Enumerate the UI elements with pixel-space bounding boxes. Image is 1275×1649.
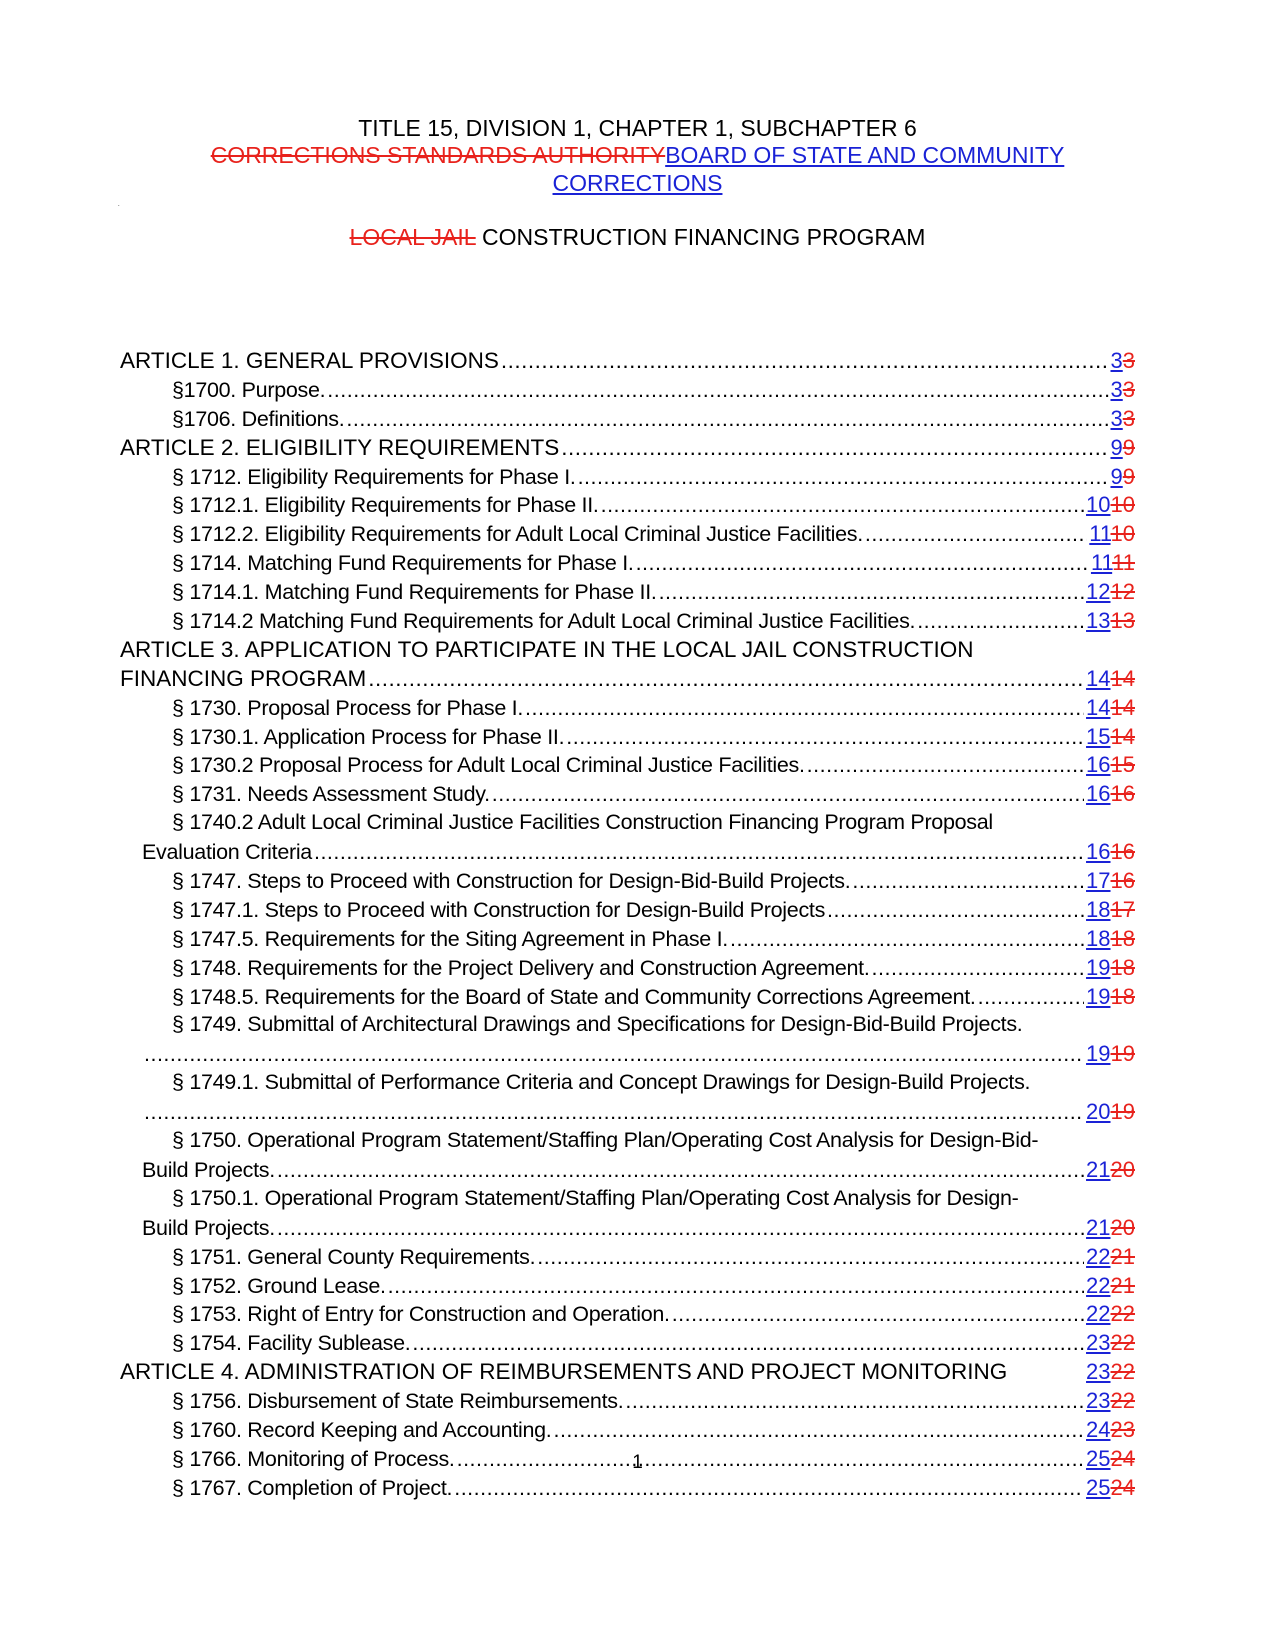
toc-page-link[interactable]: 3: [1110, 405, 1123, 431]
toc-page-link[interactable]: 19: [1086, 983, 1111, 1009]
toc-entry-label: § 1714. Matching Fund Requirements for Phase I.: [172, 551, 634, 576]
toc-page-link[interactable]: 22: [1086, 1301, 1111, 1327]
toc-page-link[interactable]: 25: [1086, 1445, 1111, 1471]
toc-leader-dots: [553, 1418, 1084, 1443]
toc-old-page-number: 21: [1110, 1243, 1135, 1269]
toc-page-number: [1086, 695, 1135, 721]
toc-entry-label: ARTICLE 4. ADMINISTRATION OF REIMBURSEMENTS AND PROJECT MONITORING: [120, 1359, 1008, 1385]
toc-section-entry[interactable]: [120, 1244, 1135, 1273]
toc-page-link[interactable]: 21: [1086, 1214, 1111, 1240]
toc-page-link[interactable]: 3: [1110, 376, 1123, 402]
toc-old-page-number: 18: [1110, 925, 1135, 951]
toc-section-entry[interactable]: [120, 492, 1135, 521]
toc-old-page-number: 22: [1110, 1330, 1135, 1356]
toc-entry-label: § 1740.2 Adult Local Criminal Justice Facilities Construction Financing Program Proposal: [172, 810, 993, 835]
toc-entry-line: [120, 637, 1135, 666]
toc-section-entry[interactable]: [120, 521, 1135, 550]
toc-page-link[interactable]: 16: [1086, 752, 1111, 778]
toc-leader-dots: [561, 435, 1108, 461]
toc-entry-label: § 1749.1. Submittal of Performance Criteria and Concept Drawings for Design-Build Projects.: [172, 1070, 1031, 1095]
toc-entry-label: § 1748.5. Requirements for the Board of State and Community Corrections Agreement.: [172, 984, 976, 1009]
toc-entry-label: § 1767. Completion of Project.: [172, 1475, 453, 1500]
toc-old-page-number: 21: [1110, 1272, 1135, 1298]
toc-entry-label: § 1751. General County Requirements.: [172, 1244, 536, 1269]
toc-article-entry[interactable]: [120, 1359, 1135, 1388]
toc-entry-label: § 1754. Facility Sublease.: [172, 1331, 411, 1356]
toc-section-entry[interactable]: [120, 752, 1135, 781]
toc-entry-label-cont: Evaluation Criteria: [142, 840, 312, 865]
agency-line: [0, 142, 1275, 169]
toc-entry-label: § 1731. Needs Assessment Study.: [172, 782, 490, 807]
toc-entry-label: § 1712.2. Eligibility Requirements for Adult Local Criminal Justice Facilities.: [172, 522, 863, 547]
toc-old-page-number: 24: [1110, 1474, 1135, 1500]
toc-leader-dots: [636, 551, 1089, 576]
toc-entry-label: § 1760. Record Keeping and Accounting.: [172, 1417, 552, 1442]
toc-entry-line: [120, 1157, 1135, 1186]
toc-leader-dots: [388, 1274, 1084, 1299]
toc-leader-dots: [277, 1216, 1084, 1241]
toc-old-page-number: 23: [1110, 1416, 1135, 1442]
toc-page-link[interactable]: 9: [1110, 463, 1123, 489]
toc-section-entry[interactable]: [120, 1012, 1135, 1070]
toc-page-link[interactable]: 9: [1110, 434, 1123, 460]
toc-entry-label: § 1712.1. Eligibility Requirements for Phase II.: [172, 493, 599, 518]
toc-page-link[interactable]: 18: [1086, 925, 1111, 951]
toc-leader-dots: [525, 696, 1084, 721]
toc-page-link[interactable]: 22: [1086, 1243, 1111, 1269]
toc-section-entry[interactable]: [120, 1417, 1135, 1446]
title-line: TITLE 15, DIVISION 1, CHAPTER 1, SUBCHAPTER 6: [358, 115, 917, 141]
toc-leader-dots: [807, 753, 1084, 778]
toc-entry-label: ARTICLE 2. ELIGIBILITY REQUIREMENTS: [120, 434, 560, 460]
toc-entry-line: [120, 1070, 1135, 1099]
toc-leader-dots: [659, 580, 1084, 605]
toc-entry-line: [120, 810, 1135, 839]
toc-page-number: [1091, 550, 1135, 576]
toc-section-entry[interactable]: [120, 1186, 1135, 1244]
page-number: 1: [632, 1452, 643, 1473]
toc-page-link[interactable]: 25: [1086, 1474, 1111, 1500]
toc-old-page-number: 13: [1110, 608, 1135, 634]
toc-entry-label-cont: Build Projects.: [142, 1215, 275, 1240]
toc-leader-dots: [368, 666, 1084, 692]
toc-section-entry[interactable]: [120, 1388, 1135, 1417]
toc-section-entry[interactable]: [120, 1330, 1135, 1359]
toc-section-entry[interactable]: [120, 810, 1135, 868]
toc-page-number: [1086, 1388, 1135, 1414]
toc-leader-dots: [601, 493, 1084, 518]
toc-leader-dots: [412, 1331, 1084, 1356]
toc-entry-label: § 1753. Right of Entry for Construction and Operation.: [172, 1302, 670, 1327]
toc-old-page-number: 3: [1122, 348, 1135, 373]
toc-page-number: [1086, 1301, 1135, 1327]
toc-page-number: [1086, 579, 1135, 605]
toc-page-number: [1111, 406, 1136, 432]
toc-leader-dots: [566, 725, 1084, 750]
toc-page-number: [1086, 1244, 1135, 1270]
toc-section-entry[interactable]: [120, 1128, 1135, 1186]
toc-entry-label: § 1752. Ground Lease.: [172, 1273, 386, 1298]
toc-page-number: [1086, 666, 1135, 692]
toc-page-link[interactable]: 16: [1086, 781, 1111, 807]
toc-entry-label: § 1748. Requirements for the Project Delivery and Construction Agreement.: [172, 955, 870, 980]
table-of-contents: [120, 348, 1135, 1504]
toc-leader-dots: [314, 840, 1084, 865]
toc-entry-label-cont: Build Projects.: [142, 1157, 275, 1182]
toc-article-entry[interactable]: [120, 637, 1135, 695]
toc-page-number: [1086, 1041, 1135, 1067]
inserted-agency-name-cont: CORRECTIONS: [552, 170, 723, 196]
toc-old-page-number: 19: [1110, 1041, 1135, 1067]
toc-entry-label: § 1750. Operational Program Statement/Staffing Plan/Operating Cost Analysis for Design-Bid-: [172, 1128, 1039, 1153]
toc-leader-dots: [872, 956, 1084, 981]
toc-leader-dots: [578, 465, 1109, 490]
stray-mark: .: [118, 202, 120, 208]
toc-page-link[interactable]: 14: [1086, 665, 1111, 691]
toc-leader-dots: [327, 378, 1108, 403]
toc-leader-dots: [865, 522, 1087, 547]
toc-page-number: [1086, 781, 1135, 807]
toc-leader-dots: [730, 927, 1084, 952]
toc-section-entry[interactable]: [120, 377, 1135, 406]
toc-section-entry[interactable]: [120, 406, 1135, 435]
toc-entry-label: § 1750.1. Operational Program Statement/Staffing Plan/Operating Cost Analysis for Design-: [172, 1185, 1019, 1210]
toc-old-page-number: 15: [1110, 752, 1135, 778]
toc-page-link[interactable]: 14: [1086, 694, 1111, 720]
toc-page-link[interactable]: 18: [1086, 896, 1111, 922]
toc-old-page-number: 17: [1110, 896, 1135, 922]
toc-page-number: [1086, 1157, 1135, 1183]
toc-page-number: [1111, 377, 1136, 403]
toc-page-number: [1086, 1273, 1135, 1299]
toc-leader-dots: [625, 1389, 1084, 1414]
toc-entry-label: § 1747.1. Steps to Proceed with Construction for Design-Build Projects: [172, 897, 826, 922]
toc-entry-label: § 1712. Eligibility Requirements for Phase I.: [172, 464, 576, 489]
toc-section-entry[interactable]: [120, 724, 1135, 753]
toc-article-entry[interactable]: [120, 435, 1135, 464]
toc-page-link[interactable]: 19: [1086, 954, 1111, 980]
toc-section-entry[interactable]: [120, 781, 1135, 810]
toc-old-page-number: 16: [1110, 839, 1135, 865]
toc-page-number: [1086, 1099, 1135, 1125]
toc-old-page-number: 22: [1110, 1388, 1135, 1414]
toc-section-entry[interactable]: [120, 926, 1135, 955]
toc-old-page-number: 11: [1112, 550, 1135, 576]
toc-entry-label: § 1747. Steps to Proceed with Construction for Design-Bid-Build Projects.: [172, 869, 851, 894]
inserted-agency-name: BOARD OF STATE AND COMMUNITY: [665, 142, 1065, 168]
toc-old-page-number: 16: [1110, 868, 1135, 894]
toc-old-page-number: 9: [1122, 463, 1135, 489]
toc-leader-dots: [454, 1476, 1084, 1501]
toc-old-page-number: 20: [1110, 1214, 1135, 1240]
toc-page-link[interactable]: 23: [1086, 1330, 1111, 1356]
deleted-program-prefix: LOCAL JAIL: [349, 224, 476, 250]
toc-leader-dots: [852, 869, 1084, 894]
toc-page-number: [1086, 839, 1135, 865]
toc-page-number: [1086, 984, 1135, 1010]
toc-entry-label: § 1730.1. Application Process for Phase II.: [172, 724, 565, 749]
toc-entry-label: ARTICLE 3. APPLICATION TO PARTICIPATE IN THE LOCAL JAIL CONSTRUCTION: [120, 636, 974, 662]
toc-leader-dots: [537, 1245, 1084, 1270]
toc-old-page-number: 14: [1110, 723, 1135, 749]
toc-old-page-number: 14: [1110, 665, 1135, 691]
toc-entry-label: § 1730. Proposal Process for Phase I.: [172, 695, 524, 720]
toc-page-link[interactable]: 17: [1086, 868, 1111, 894]
toc-old-page-number: 3: [1122, 405, 1135, 431]
toc-section-entry[interactable]: [120, 1273, 1135, 1302]
toc-section-entry[interactable]: [120, 868, 1135, 897]
toc-page-link[interactable]: 12: [1086, 579, 1111, 605]
toc-page-link[interactable]: 22: [1086, 1272, 1111, 1298]
toc-page-number: [1086, 897, 1135, 923]
program-title-text: CONSTRUCTION FINANCING PROGRAM: [475, 224, 926, 250]
toc-old-page-number: 14: [1110, 694, 1135, 720]
program-title: [0, 224, 1275, 251]
toc-page-number: [1111, 348, 1136, 374]
toc-leader-dots: [277, 1158, 1084, 1183]
toc-section-entry[interactable]: [120, 579, 1135, 608]
toc-entry-label: § 1714.1. Matching Fund Requirements for Phase II.: [172, 580, 657, 605]
toc-leader-dots: [978, 985, 1084, 1010]
toc-leader-dots: [144, 1042, 1084, 1067]
deleted-agency-name: CORRECTIONS STANDARDS AUTHORITY: [210, 142, 666, 168]
toc-old-page-number: 18: [1110, 983, 1135, 1009]
toc-page-number: [1086, 608, 1135, 634]
toc-entry-line: [120, 1215, 1135, 1244]
toc-entry-label: ARTICLE 1. GENERAL PROVISIONS: [120, 348, 499, 373]
toc-section-entry[interactable]: [120, 984, 1135, 1013]
toc-section-entry[interactable]: [120, 695, 1135, 724]
toc-page-number: [1086, 724, 1135, 750]
toc-old-page-number: 10: [1110, 492, 1135, 518]
toc-section-entry[interactable]: [120, 608, 1135, 637]
toc-page-link[interactable]: 3: [1110, 348, 1123, 373]
toc-section-entry[interactable]: [120, 955, 1135, 984]
toc-leader-dots: [917, 609, 1084, 634]
toc-leader-dots: [492, 782, 1084, 807]
toc-page-link[interactable]: 10: [1086, 492, 1111, 518]
toc-page-number: [1086, 1475, 1135, 1501]
toc-leader-dots: [672, 1302, 1084, 1327]
toc-section-entry[interactable]: [120, 1475, 1135, 1504]
toc-entry-label: § 1749. Submittal of Architectural Drawings and Specifications for Design-Bid-Build Projects.: [172, 1012, 1023, 1037]
agency-line-2: [0, 170, 1275, 197]
toc-old-page-number: 16: [1110, 781, 1135, 807]
toc-entry-label: § 1714.2 Matching Fund Requirements for Adult Local Criminal Justice Facilities.: [172, 609, 916, 634]
toc-page-number: [1089, 521, 1135, 547]
toc-entry-line: [120, 839, 1135, 868]
toc-entry-line: [120, 1128, 1135, 1157]
toc-old-page-number: 18: [1110, 954, 1135, 980]
toc-page-link[interactable]: 19: [1086, 1041, 1111, 1067]
toc-section-entry[interactable]: [120, 464, 1135, 493]
toc-old-page-number: 10: [1110, 521, 1135, 547]
toc-entry-line: [120, 1012, 1135, 1041]
toc-page-link[interactable]: 11: [1089, 521, 1111, 547]
toc-old-page-number: 22: [1110, 1301, 1135, 1327]
toc-entry-line: [120, 1041, 1135, 1070]
toc-section-entry[interactable]: [120, 897, 1135, 926]
toc-page-number: [1111, 435, 1136, 461]
toc-page-number: [1086, 926, 1135, 952]
toc-entry-label: § 1730.2 Proposal Process for Adult Local Criminal Justice Facilities.: [172, 753, 805, 778]
toc-article-entry[interactable]: [120, 348, 1135, 377]
toc-page-number: [1086, 868, 1135, 894]
toc-page-link[interactable]: 11: [1090, 550, 1113, 576]
toc-entry-label: §1706. Definitions.: [172, 406, 345, 431]
toc-page-link[interactable]: 20: [1086, 1099, 1111, 1125]
toc-entry-label: § 1766. Monitoring of Process.: [172, 1446, 455, 1471]
toc-old-page-number: 20: [1110, 1156, 1135, 1182]
toc-page-link[interactable]: 24: [1086, 1416, 1111, 1442]
toc-page-link[interactable]: 13: [1086, 608, 1111, 634]
toc-section-entry[interactable]: [120, 550, 1135, 579]
toc-entry-line: [120, 666, 1135, 695]
toc-section-entry[interactable]: [120, 1301, 1135, 1330]
toc-page-number: [1086, 1330, 1135, 1356]
toc-entry-label: §1700. Purpose.: [172, 377, 326, 402]
toc-old-page-number: 22: [1110, 1359, 1135, 1385]
toc-page-number: [1086, 955, 1135, 981]
toc-page-number: [1086, 1215, 1135, 1241]
toc-page-link[interactable]: 15: [1086, 723, 1111, 749]
toc-page-link[interactable]: 23: [1086, 1359, 1111, 1385]
toc-old-page-number: 3: [1122, 376, 1135, 402]
toc-entry-label: § 1747.5. Requirements for the Siting Agreement in Phase I.: [172, 926, 728, 951]
toc-page-number: [1111, 464, 1136, 490]
toc-old-page-number: 9: [1122, 434, 1135, 460]
toc-page-number: [1086, 492, 1135, 518]
toc-page-number: [1086, 1417, 1135, 1443]
toc-page-link[interactable]: 16: [1086, 839, 1111, 865]
toc-old-page-number: 19: [1110, 1099, 1135, 1125]
toc-section-entry[interactable]: [120, 1070, 1135, 1128]
toc-page-number: [1086, 752, 1135, 778]
toc-leader-dots: [501, 348, 1109, 374]
toc-entry-line: [120, 1099, 1135, 1128]
toc-page-number: [1086, 1359, 1135, 1385]
toc-leader-dots: [346, 407, 1108, 432]
toc-page-link[interactable]: 21: [1086, 1156, 1111, 1182]
toc-old-page-number: 12: [1110, 579, 1135, 605]
toc-entry-label-cont: FINANCING PROGRAM: [120, 665, 367, 691]
toc-page-link[interactable]: 23: [1086, 1388, 1111, 1414]
toc-leader-dots: [144, 1100, 1084, 1125]
toc-old-page-number: 24: [1110, 1445, 1135, 1471]
toc-entry-line: [120, 1186, 1135, 1215]
toc-leader-dots: [827, 898, 1084, 923]
toc-entry-label: § 1756. Disbursement of State Reimbursements.: [172, 1389, 624, 1414]
